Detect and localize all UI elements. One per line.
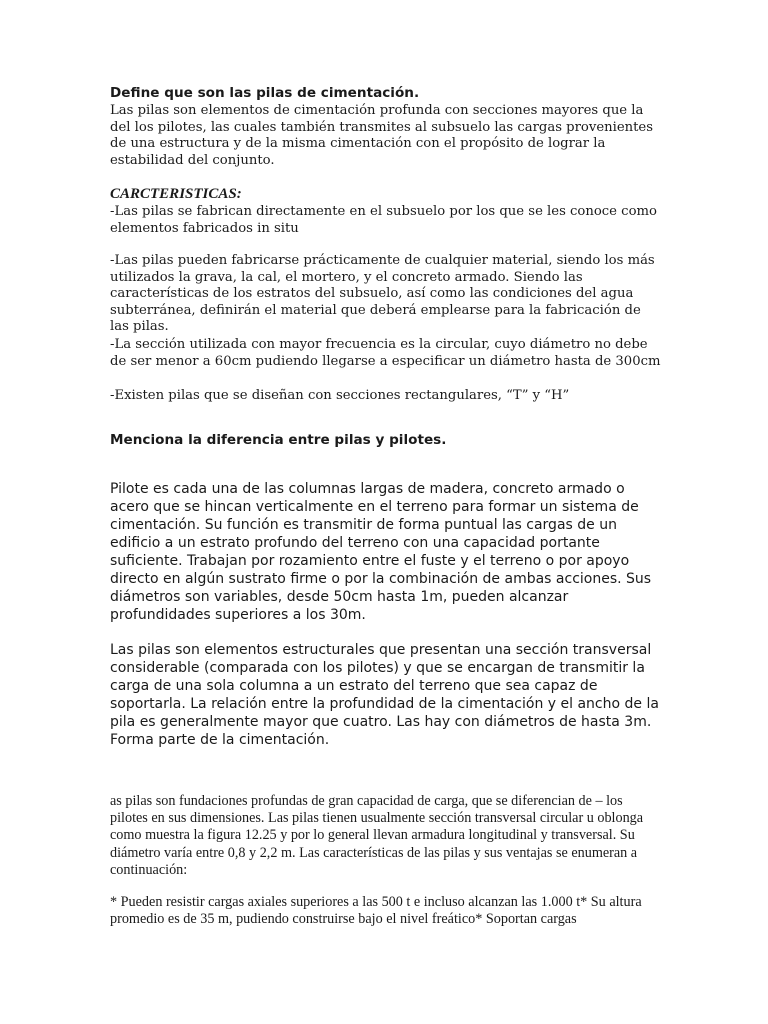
characteristic-item: -Existen pilas que se diseñan con secciones rectangulares, “T” y “H” [110, 388, 570, 403]
definition-paragraph: Las pilas son elementos de cimentación profunda con secciones mayores que la del los pilotes, las cuales también transmites al subsuelo las cargas provenientes de una estructura y de la misma cimentación con el propósito de lograr la estabilidad del conjunto. [110, 103, 653, 168]
ventajas-paragraph: * Pueden resistir cargas axiales superiores a las 500 t e incluso alcanzan las 1.000 t* Su altura promedio es de 35 m, pudiendo construirse bajo el nivel freático* Soportan cargas [110, 894, 642, 928]
section-heading-difference: Menciona la diferencia entre pilas y pilotes. [110, 432, 447, 448]
characteristics-heading: CARCTERISTICAS: [110, 186, 242, 202]
fundaciones-paragraph: as pilas son fundaciones profundas de gran capacidad de carga, que se diferencian de – los pilotes en sus dimensiones. Las pilas tienen usualmente sección transversal circular u oblonga como muestra la figura 12.25 y por lo general llevan armadura longitudinal y transversal. Su diámetro varía entre 0,8 y 2,2 m. Las características de las pilas y sus ventajas se enumeran a continuación: [110, 793, 644, 878]
characteristic-item: -Las pilas se fabrican directamente en el subsuelo por los que se les conoce como elementos fabricados in situ [110, 204, 657, 236]
characteristic-item: -La sección utilizada con mayor frecuencia es la circular, cuyo diámetro no debe de ser menor a 60cm pudiendo llegarse a especificar un diámetro hasta de 300cm [110, 337, 661, 369]
section-heading-definition: Define que son las pilas de cimentación. [110, 85, 420, 101]
pilas-paragraph: Las pilas son elementos estructurales que presentan una sección transversal considerable (comparada con los pilotes) y que se encargan de transmitir la carga de una sola columna a un estrato del terreno que sea capaz de soportarla. La relación entre la profundidad de la cimentación y el ancho de la pila es generalmente mayor que cuatro. Las hay con diámetros de hasta 3m. Forma parte de la cimentación. [110, 642, 659, 748]
characteristic-item: -Las pilas pueden fabricarse prácticamente de cualquier material, siendo los más utilizados la grava, la cal, el mortero, y el concreto armado. Siendo las características de los estratos del subsuelo, así como las condiciones del agua subterránea, definirán el material que deberá emplearse para la fabricación de las pilas. [110, 253, 655, 334]
pilote-paragraph: Pilote es cada una de las columnas largas de madera, concreto armado o acero que se hincan verticalmente en el terreno para formar un sistema de cimentación. Su función es transmitir de forma puntual las cargas de un edificio a un estrato profundo del terreno con una capacidad portante suficiente. Trabajan por rozamiento entre el fuste y el terreno o por apoyo directo en algún sustrato firme o por la combinación de ambas acciones. Sus diámetros son variables, desde 50cm hasta 1m, pueden alcanzar profundidades superiores a los 30m. [110, 481, 652, 623]
